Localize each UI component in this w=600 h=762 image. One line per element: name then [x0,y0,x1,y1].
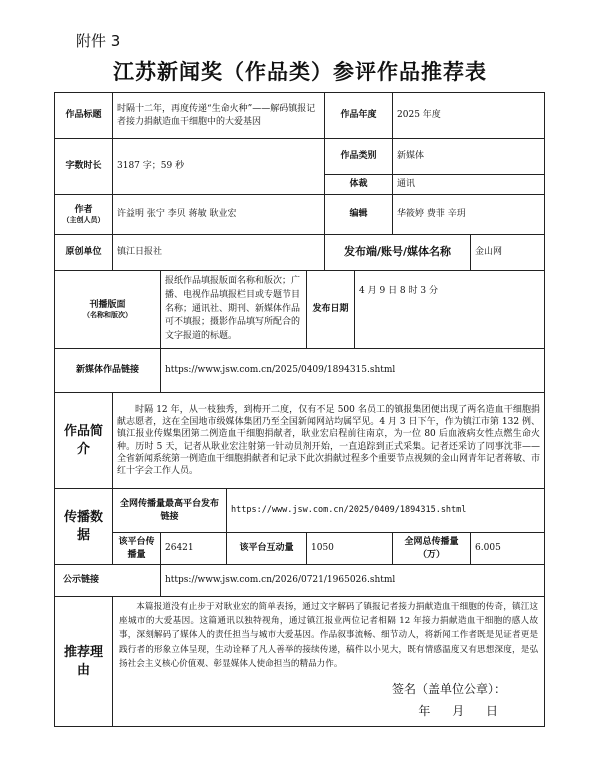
category-label: 作品类别 [325,139,393,175]
row-unit [55,235,545,271]
link-value: https://www.jsw.com.cn/2025/0409/1894315.shtml [161,349,545,393]
pub-date-label: 发布日期 [307,271,355,349]
authors-label: 作者 [74,204,93,215]
authors-label-cell [55,195,113,235]
platform-interact-value: 1050 [307,533,393,565]
platform-spread-value: 26421 [161,533,227,565]
link-label: 新媒体作品链接 [55,349,161,393]
intro-text: 时隔 12 年，从一枝独秀，到梅开二度，仅有不足 500 名员工的镇报集团便出现了两名造血干细胞捐献志愿者，这在全国地市级媒体集团乃至全国新闻网站均属罕见。4 月 3 日下午，作为镇江市第 132 例、镇江报业传媒集团第二例造血干细胞捐献者，耿业宏启程前往南京，为一位 80 后血液病女性点燃生命火种。历时 5 天，记者从耿业宏注射第一针动员剂开始，一直追踪到正式采集。记者还采访了同事沈菲——全省新闻系统第一例造血干细胞捐献者和记录下此次捐献过程多个重要节点视频的金山网青年记者蒋敏、市红十字会工作人员。 [113,393,545,489]
genre-value: 通讯 [393,175,545,195]
layout-label: 刊播版面 [89,299,126,310]
spread-label: 传播数据 [55,489,113,565]
year-label: 作品年度 [325,93,393,139]
total-spread-label: 全网总传播量（万） [393,533,471,565]
date-line: 年 月 日 [418,704,499,719]
editors-value: 华筱婷 费菲 辛玥 [393,195,545,235]
reason-label: 推荐理由 [55,597,113,727]
reason-text: 本篇报道没有止步于对耿业宏的简单表扬，通过文字解码了镇报记者接力捐献造血干细胞的传奇，镇江这座城市的大爱基因。这篇通讯以独特视角，通过镇江报业两位记者相隔 12 年接力捐献造血干细胞的感人故事，深刻解码了媒体人的责任担当与城市大爱基因。作品叙事流畅、细节动人，将新闻工作者既是见证者更是践行者的形象立体呈现，生动诠释了凡人善举的接续传递，稿件以小见大，既有情感温度又有思想深度，是弘扬社会主义核心价值观、彰显媒体人使命担当的精品力作。 [119,602,539,669]
public-link-value: https://www.jsw.com.cn/2026/0721/1965026.shtml [161,565,545,597]
signature-line: 签名（盖单位公章）： [392,681,507,696]
recommendation-form [54,92,545,727]
public-link-label: 公示链接 [55,565,161,597]
reason-cell [113,597,545,727]
genre-label: 体裁 [325,175,393,195]
unit-label: 原创单位 [55,235,113,271]
platform-interact-label: 该平台互动量 [227,533,307,565]
top-link-label: 全网传播量最高平台发布链接 [113,489,227,533]
layout-label-cell [55,271,161,349]
pub-date-value: 4 月 9 日 8 时 3 分 [355,271,545,349]
top-link-value: https://www.jsw.com.cn/2025/0409/1894315.shtml [227,489,545,533]
row-work-title [55,93,545,139]
word-count-value: 3187 字；59 秒 [113,139,325,195]
publisher-label: 发布端/账号/媒体名称 [325,235,471,271]
row-spread-stats [55,533,545,565]
platform-spread-label: 该平台传播量 [113,533,161,565]
row-word-count [55,139,545,175]
row-intro [55,393,545,489]
row-authors [55,195,545,235]
work-title-label: 作品标题 [55,93,113,139]
intro-label: 作品简介 [55,393,113,489]
word-count-label: 字数时长 [55,139,113,195]
row-reason [55,597,545,727]
year-value: 2025 年度 [393,93,545,139]
unit-value: 镇江日报社 [113,235,325,271]
row-link [55,349,545,393]
work-title-value: 时隔十二年，再度传递“生命火种”——解码镇报记者接力捐献造血干细胞中的大爱基因 [113,93,325,139]
row-layout [55,271,545,349]
editors-label: 编辑 [325,195,393,235]
row-spread-top [55,489,545,533]
layout-value: 报纸作品填报版面名称和版次；广播、电视作品填报栏目或专题节目名称；通讯社、期刊、新媒体作品可不填报；摄影作品填写所配合的文字报道的标题。 [161,271,307,349]
layout-sublabel: （名称和版次） [83,310,132,319]
publisher-value: 金山网 [471,235,545,271]
authors-value: 许益明 张宁 李贝 蒋敏 耿业宏 [113,195,325,235]
row-public-link [55,565,545,597]
page-title: 江苏新闻奖（作品类）参评作品推荐表 [113,60,487,84]
category-value: 新媒体 [393,139,545,175]
total-spread-value: 6.005 [471,533,545,565]
authors-sublabel: （主创人员） [62,215,105,224]
attachment-label: 附件 3 [76,32,121,50]
